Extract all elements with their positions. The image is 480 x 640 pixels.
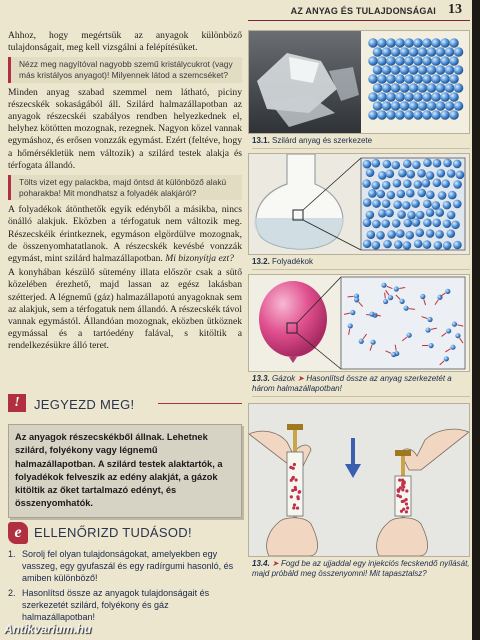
question-text: Sorolj fel olyan tulajdonságokat, amelyekben egy vasszeg, egy gyufaszál és egy radírgumi hasonló, és amiben különböző! bbox=[22, 549, 234, 583]
solid-particle bbox=[382, 47, 392, 57]
check-e-icon: e bbox=[8, 522, 28, 544]
liquid-particle bbox=[426, 229, 435, 238]
liquid-particle bbox=[443, 241, 452, 250]
liquid-particle bbox=[405, 231, 414, 240]
gas-particle bbox=[383, 299, 388, 304]
solid-particle bbox=[400, 101, 410, 111]
right-plunger-rod bbox=[401, 456, 405, 478]
figure-syringe bbox=[248, 403, 470, 557]
solid-particle bbox=[440, 92, 450, 102]
liquid-particle bbox=[416, 211, 425, 220]
gas-particle bbox=[428, 343, 433, 348]
heading-rule bbox=[158, 403, 242, 404]
liquid-particle bbox=[438, 191, 447, 200]
solid-lattice-model bbox=[368, 38, 463, 120]
summary-box: Az anyagok részecskékből állnak. Lehetnek szilárd, folyékony vagy légnemű halmazállapotban. A szilárd testek alaktartók, a folyadékok felveszik az edény alakját, a gázok kitöltik az őket tartalmazó edényt, és összenyomhatók. bbox=[8, 424, 242, 518]
chapter-title: AZ ANYAG ÉS TULAJDONSÁGAI bbox=[290, 6, 436, 16]
solid-particle bbox=[377, 74, 387, 84]
solid-particle bbox=[382, 65, 392, 75]
left-plunger-top bbox=[287, 424, 303, 430]
arrow-glyph: ➤ bbox=[297, 374, 305, 383]
solid-particle bbox=[373, 47, 383, 57]
left-plunger-rod bbox=[293, 430, 297, 454]
question-number: 1. bbox=[8, 549, 16, 559]
solid-particle bbox=[413, 56, 423, 66]
liquid-particle bbox=[447, 169, 456, 178]
solid-particle bbox=[431, 74, 441, 84]
air-particle bbox=[293, 463, 296, 466]
solid-particle bbox=[454, 65, 464, 75]
exclamation-icon: ! bbox=[8, 394, 26, 412]
solid-particle bbox=[395, 38, 405, 48]
liquid-particle bbox=[383, 160, 392, 169]
liquid-particle bbox=[363, 218, 372, 227]
task-box-crystals: Nézz meg nagyítóval nagyobb szemű kristálycukrot (vagy más kristályos anyagot)! Milyennek látod a szemcséket? bbox=[8, 57, 242, 82]
liquid-particle bbox=[435, 230, 444, 239]
question-item bbox=[8, 548, 242, 584]
solid-particle bbox=[422, 110, 432, 120]
caption-13-1 bbox=[252, 136, 470, 149]
gas-paragraph: A konyhában készülő sütemény illata először csak a sütő közelében érezhető, majd lassan az egész lakásban szétterjed. A légnemű (gáz) halmazállapotú anyagoknak sem az alakjuk, sem a térfogatuk nem állandó. A részecskék távol vannak egymástól. Állandóan mozognak, eközben ütköznek egymással és a tartóedény falával, s kitöltik a rendelkezésükre álló teret. bbox=[8, 267, 242, 352]
solid-particle bbox=[377, 56, 387, 66]
solid-particle bbox=[409, 101, 419, 111]
liquid-particle bbox=[453, 200, 462, 209]
air-particle bbox=[294, 486, 297, 489]
gas-particle bbox=[455, 333, 460, 338]
solid-particle bbox=[440, 56, 450, 66]
right-plunger-top bbox=[395, 450, 411, 456]
solid-particle bbox=[431, 92, 441, 102]
solid-particle bbox=[431, 110, 441, 120]
liquid-particle bbox=[378, 209, 387, 218]
solid-particle bbox=[418, 83, 428, 93]
liquid-paragraph bbox=[8, 204, 242, 265]
book-spine bbox=[472, 0, 480, 640]
check-heading bbox=[8, 522, 242, 544]
liquid-particle bbox=[367, 230, 376, 239]
air-particle bbox=[292, 506, 295, 509]
air-particle bbox=[291, 489, 294, 492]
liquid-particle bbox=[383, 240, 392, 249]
question-number: 2. bbox=[8, 588, 16, 598]
arrow-glyph: ➤ bbox=[272, 559, 279, 568]
gas-particle bbox=[354, 297, 359, 302]
liquid-particle bbox=[423, 158, 432, 167]
liquid-particle bbox=[417, 169, 426, 178]
air-particle bbox=[402, 508, 405, 511]
caption-text: Fogd be az ujjaddal egy injekciós fecskendő nyílását, majd próbáld meg összenyomni! Mit tapasztalsz? bbox=[252, 559, 470, 578]
liquid-particle bbox=[372, 220, 381, 229]
liquid-particle bbox=[363, 198, 372, 207]
air-particle bbox=[295, 478, 298, 481]
solid-particle bbox=[404, 92, 414, 102]
air-particle bbox=[289, 466, 292, 469]
solid-particle bbox=[449, 56, 459, 66]
gas-particle bbox=[388, 295, 393, 300]
solid-particle bbox=[368, 38, 378, 48]
liquid-particle bbox=[413, 180, 422, 189]
gas-particle bbox=[444, 356, 449, 361]
liquid-particle bbox=[381, 219, 390, 228]
air-particle bbox=[292, 476, 295, 479]
liquid-particle bbox=[426, 171, 435, 180]
liquid-particle bbox=[412, 161, 421, 170]
liquid-particle bbox=[433, 178, 442, 187]
solid-particle bbox=[413, 38, 423, 48]
solid-particle bbox=[449, 110, 459, 120]
solid-particle bbox=[404, 38, 414, 48]
solid-particle bbox=[440, 110, 450, 120]
liquid-particle bbox=[448, 191, 457, 200]
figure-column bbox=[248, 30, 470, 581]
caption-number: 13.4. bbox=[252, 559, 270, 568]
air-particle bbox=[290, 495, 293, 498]
liquid-particle bbox=[423, 200, 432, 209]
air-particle bbox=[396, 494, 399, 497]
solid-particle bbox=[436, 65, 446, 75]
question-item bbox=[8, 587, 242, 623]
solid-particle bbox=[422, 38, 432, 48]
solid-particle bbox=[449, 38, 459, 48]
solid-particle bbox=[409, 65, 419, 75]
solid-particle bbox=[454, 83, 464, 93]
solid-particle bbox=[427, 101, 437, 111]
solid-particle bbox=[395, 56, 405, 66]
caption-number: 13.2. bbox=[252, 257, 270, 266]
caption-number: 13.1. bbox=[252, 136, 270, 145]
solid-particle bbox=[427, 83, 437, 93]
liquid-particle bbox=[393, 200, 402, 209]
gas-particle bbox=[400, 299, 405, 304]
solid-particle bbox=[377, 110, 387, 120]
liquid-particle bbox=[382, 199, 391, 208]
liquid-particle bbox=[368, 189, 377, 198]
gas-particle bbox=[391, 352, 396, 357]
solid-particle bbox=[454, 101, 464, 111]
caption-text: Hasonlítsd össze az anyag szerkezetét a három halmazállapotban! bbox=[252, 374, 452, 393]
page-number: 13 bbox=[448, 2, 462, 17]
gas-particle bbox=[450, 345, 455, 350]
solid-particle bbox=[431, 56, 441, 66]
liquid-particle bbox=[391, 161, 400, 170]
liquid-particle bbox=[392, 219, 401, 228]
solid-particle bbox=[418, 65, 428, 75]
page-header bbox=[248, 2, 470, 21]
solid-particle bbox=[436, 83, 446, 93]
gas-particle bbox=[348, 323, 353, 328]
arrow-shaft bbox=[351, 438, 355, 466]
liquid-particle bbox=[376, 231, 385, 240]
air-particle bbox=[406, 506, 409, 509]
solid-particle bbox=[368, 110, 378, 120]
liquid-particle bbox=[443, 219, 452, 228]
air-particle bbox=[398, 478, 401, 481]
liquid-particle bbox=[371, 181, 380, 190]
review-questions bbox=[8, 548, 242, 626]
liquid-particle bbox=[404, 219, 413, 228]
liquid-particle bbox=[432, 219, 441, 228]
solid-particle bbox=[404, 74, 414, 84]
solid-particle bbox=[404, 110, 414, 120]
air-particle bbox=[290, 479, 293, 482]
question-text: Hasonlítsd össze az anyagok tulajdonságait és szerkezetét szilárd, folyékony és gáz halmazállapotban! bbox=[22, 588, 210, 622]
solid-particle bbox=[440, 38, 450, 48]
air-particle bbox=[397, 488, 400, 491]
liquid-particle bbox=[406, 189, 415, 198]
liquid-particle bbox=[403, 241, 412, 250]
liquid-particle bbox=[382, 181, 391, 190]
liquid-particle bbox=[437, 169, 446, 178]
solid-particle bbox=[386, 38, 396, 48]
liquid-particle bbox=[443, 201, 452, 210]
liquid-particle bbox=[402, 201, 411, 210]
solid-particle bbox=[386, 92, 396, 102]
liquid-particle bbox=[411, 199, 420, 208]
gas-particle bbox=[445, 289, 450, 294]
air-particle bbox=[298, 490, 301, 493]
air-particle bbox=[293, 503, 296, 506]
solid-particle bbox=[418, 47, 428, 57]
liquid-particle bbox=[447, 229, 456, 238]
check-title: ELLENŐRIZD TUDÁSOD! bbox=[34, 525, 192, 540]
liquid-particle bbox=[397, 210, 406, 219]
gas-particle bbox=[425, 327, 430, 332]
liquid-particle bbox=[377, 190, 386, 199]
caption-13-3 bbox=[252, 374, 470, 397]
liquid-particle bbox=[426, 190, 435, 199]
liquid-question: Mi bizonyítja ezt? bbox=[165, 253, 234, 265]
liquid-particle bbox=[372, 199, 381, 208]
gas-particle bbox=[381, 283, 386, 288]
liquid-particle bbox=[394, 240, 403, 249]
solid-particle bbox=[368, 56, 378, 66]
air-particle bbox=[405, 489, 408, 492]
liquid-particle bbox=[386, 170, 395, 179]
solid-paragraph: Minden anyag szabad szemmel nem látható, piciny részecskék sokaságából áll. Szilárd halmazállapotban az anyagok részecskéi szabályos rendben helyezkednek el, helyhez kötötten mozognak, rezegnek. Nagyon közel vannak egymáshoz, és erősen vonzzák egymást. Ezért (feltéve, hogy a hőmérsékletük nem változik) a szilárd testek alakja és térfogata állandó. bbox=[8, 86, 242, 171]
liquid-particle bbox=[362, 179, 371, 188]
solid-particle bbox=[404, 56, 414, 66]
solid-particle bbox=[413, 110, 423, 120]
solid-particle bbox=[449, 74, 459, 84]
liquid-particle bbox=[393, 179, 402, 188]
liquid-particle bbox=[378, 171, 387, 180]
air-particle bbox=[405, 510, 408, 513]
figure-liquid bbox=[248, 153, 470, 255]
liquid-particle bbox=[435, 208, 444, 217]
liquid-particle bbox=[417, 189, 426, 198]
air-particle bbox=[401, 500, 404, 503]
solid-particle bbox=[400, 83, 410, 93]
solid-particle bbox=[373, 101, 383, 111]
solid-particle bbox=[373, 65, 383, 75]
solid-particle bbox=[418, 101, 428, 111]
solid-particle bbox=[395, 110, 405, 120]
solid-particle bbox=[454, 47, 464, 57]
liquid-particle bbox=[415, 228, 424, 237]
solid-particle bbox=[427, 65, 437, 75]
gas-particle bbox=[369, 312, 374, 317]
solid-particle bbox=[395, 74, 405, 84]
gas-particle bbox=[420, 294, 425, 299]
air-particle bbox=[405, 502, 408, 505]
solid-particle bbox=[427, 47, 437, 57]
liquid-particle bbox=[434, 241, 443, 250]
solid-particle bbox=[382, 83, 392, 93]
liquid-particle bbox=[406, 170, 415, 179]
liquid-particle bbox=[447, 211, 456, 220]
gas-particle bbox=[350, 310, 355, 315]
solid-particle bbox=[440, 74, 450, 84]
gas-particle bbox=[407, 333, 412, 338]
solid-particle bbox=[386, 56, 396, 66]
liquid-particle bbox=[451, 220, 460, 229]
solid-particle bbox=[445, 65, 455, 75]
solid-particle bbox=[422, 92, 432, 102]
air-particle bbox=[401, 488, 404, 491]
gas-particle bbox=[452, 322, 457, 327]
liquid-particle bbox=[453, 160, 462, 169]
solid-illustration bbox=[249, 31, 469, 133]
liquid-particle bbox=[396, 229, 405, 238]
figure-solid bbox=[248, 30, 470, 134]
gas-particle bbox=[359, 339, 364, 344]
solid-particle bbox=[409, 47, 419, 57]
liquid-particle bbox=[403, 179, 412, 188]
solid-particle bbox=[377, 38, 387, 48]
solid-particle bbox=[386, 110, 396, 120]
liquid-particle bbox=[398, 169, 407, 178]
liquid-particle bbox=[363, 160, 372, 169]
gas-illustration bbox=[249, 275, 469, 371]
solid-particle bbox=[395, 92, 405, 102]
liquid-particle bbox=[453, 180, 462, 189]
solid-particle bbox=[409, 83, 419, 93]
figure-gas bbox=[248, 274, 470, 372]
solid-particle bbox=[373, 83, 383, 93]
solid-particle bbox=[445, 47, 455, 57]
remember-heading bbox=[8, 394, 242, 414]
gas-particle bbox=[446, 328, 451, 333]
liquid-particle bbox=[412, 218, 421, 227]
solid-particle bbox=[400, 47, 410, 57]
liquid-particle bbox=[456, 171, 465, 180]
caption-text: Szilárd anyag és szerkezete bbox=[272, 136, 373, 145]
liquid-particle bbox=[453, 241, 462, 250]
gas-particle bbox=[394, 286, 399, 291]
liquid-particle bbox=[363, 239, 372, 248]
liquid-particle bbox=[414, 239, 423, 248]
liquid-particle bbox=[422, 179, 431, 188]
solid-particle bbox=[391, 83, 401, 93]
motion-arrow bbox=[348, 296, 354, 297]
caption-13-4 bbox=[252, 559, 470, 581]
air-particle bbox=[296, 506, 299, 509]
solid-particle bbox=[413, 74, 423, 84]
gas-particle bbox=[370, 340, 375, 345]
liquid-particle bbox=[433, 159, 442, 168]
liquid-particle bbox=[441, 179, 450, 188]
liquid-particle bbox=[385, 209, 394, 218]
solid-particle bbox=[391, 65, 401, 75]
liquid-particle bbox=[387, 191, 396, 200]
solid-particle bbox=[382, 101, 392, 111]
liquid-particle bbox=[397, 190, 406, 199]
liquid-particle bbox=[403, 159, 412, 168]
liquid-particle bbox=[426, 208, 435, 217]
solid-particle bbox=[445, 83, 455, 93]
solid-particle bbox=[368, 74, 378, 84]
solid-particle bbox=[391, 101, 401, 111]
air-particle bbox=[402, 485, 405, 488]
liquid-particle bbox=[423, 218, 432, 227]
balloon bbox=[259, 281, 327, 357]
watermark: Antikvarium.hu bbox=[4, 622, 92, 636]
main-text-column bbox=[8, 30, 242, 355]
liquid-particle bbox=[423, 240, 432, 249]
solid-particle bbox=[413, 92, 423, 102]
liquid-particle bbox=[366, 211, 375, 220]
solid-particle bbox=[386, 74, 396, 84]
liquid-particle bbox=[372, 159, 381, 168]
solid-particle bbox=[422, 56, 432, 66]
intro-paragraph: Ahhoz, hogy megértsük az anyagok különböző tulajdonságait, meg kell vizsgálni a felépítésüket. bbox=[8, 30, 242, 54]
syringe-illustration bbox=[249, 404, 469, 556]
solid-particle bbox=[431, 38, 441, 48]
solid-particle bbox=[368, 92, 378, 102]
liquid-particle bbox=[366, 168, 375, 177]
solid-particle bbox=[422, 74, 432, 84]
caption-text: Folyadékok bbox=[272, 257, 313, 266]
air-particle bbox=[297, 497, 300, 500]
liquid-particle bbox=[372, 241, 381, 250]
solid-particle bbox=[377, 92, 387, 102]
solid-particle bbox=[445, 101, 455, 111]
air-particle bbox=[403, 480, 406, 483]
solid-particle bbox=[436, 101, 446, 111]
solid-particle bbox=[391, 47, 401, 57]
solid-particle bbox=[449, 92, 459, 102]
caption-number: 13.3. bbox=[252, 374, 270, 383]
solid-particle bbox=[436, 47, 446, 57]
remember-title: JEGYEZD MEG! bbox=[34, 397, 135, 412]
caption-13-2 bbox=[252, 257, 470, 270]
liquid-particle bbox=[407, 211, 416, 220]
liquid-particle bbox=[443, 159, 452, 168]
caption-label: Gázok bbox=[272, 374, 296, 383]
task-box-liquid: Tölts vizet egy palackba, majd öntsd át különböző alakú poharakba! Mit mondhatsz a folyadék alakjáról? bbox=[8, 175, 242, 200]
liquid-illustration bbox=[249, 154, 469, 254]
solid-particle bbox=[400, 65, 410, 75]
liquid-particle bbox=[387, 230, 396, 239]
gas-particle bbox=[427, 317, 432, 322]
gas-particle bbox=[404, 306, 409, 311]
liquid-paragraph-text: A folyadékok átönthetők egyik edényből a másikba, nincs önálló alakjuk. Eközben a térfogatuk nem változik meg. Részecskéik érintkeznek, egymáson elgördülve mozognak, de összenyomhatatlanok. A részecskék kevésbé vonzzák egymást, mint szilárd halmazállapotban. bbox=[8, 204, 242, 265]
motion-arrow bbox=[385, 293, 386, 299]
